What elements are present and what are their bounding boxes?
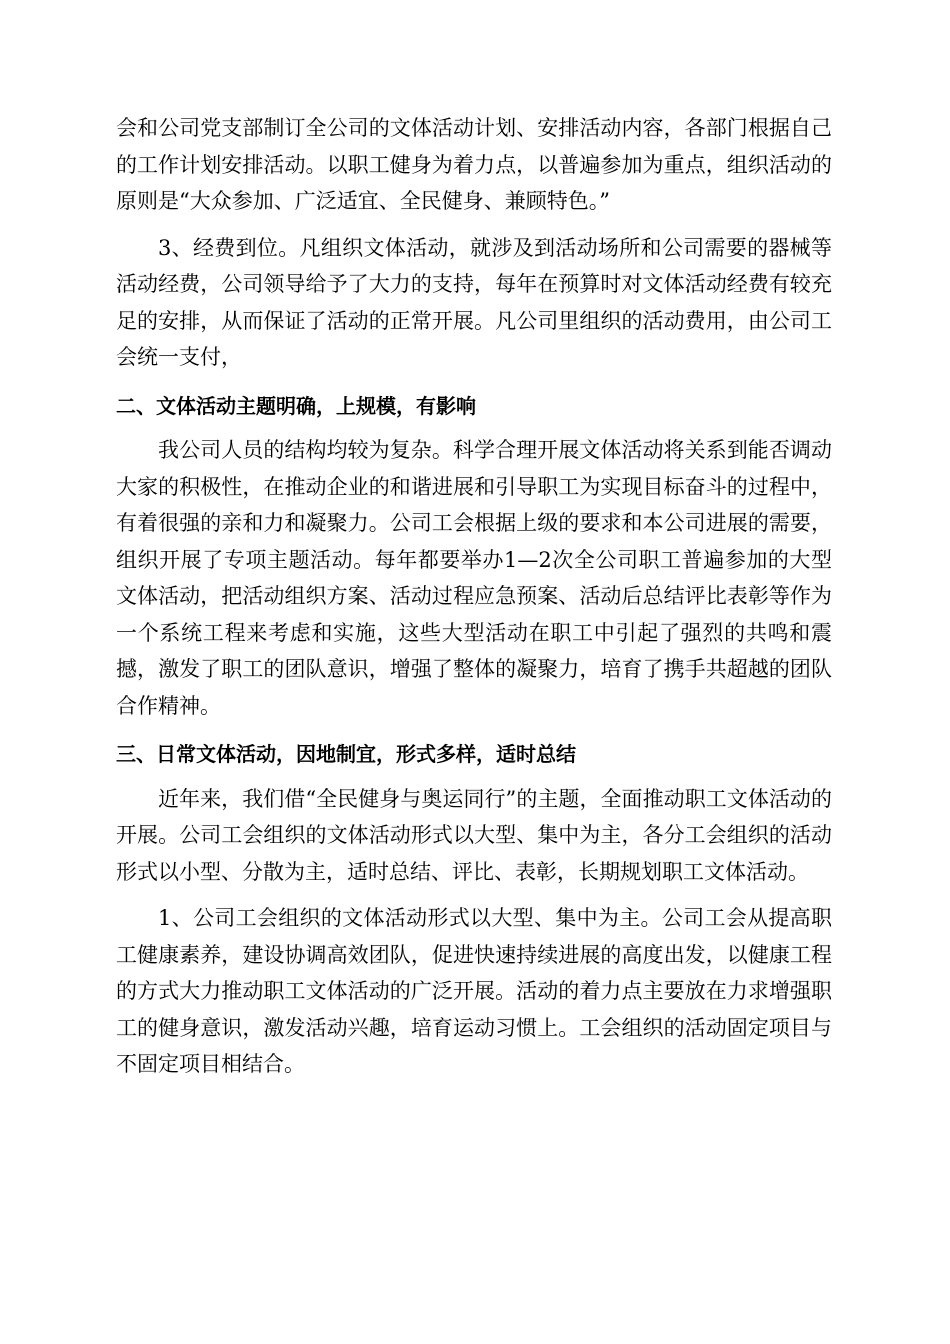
paragraph-funding: 3、经费到位。凡组织文体活动，就涉及到活动场所和公司需要的器械等活动经费，公司领导给予了大力的支持，每年在预算时对文体活动经费有较充足的安排，从而保证了活动的正常开展。凡公司里组织的活动费用，由公司工会统一支付， [116, 235, 832, 369]
paragraph-activity-planning: 会和公司党支部制订全公司的文体活动计划、安排活动内容，各部门根据自己的工作计划安排活动。以职工健身为着力点，以普遍参加为重点，组织活动的原则是“大众参加、广泛适宜、全民健身、兼顾特色。” [116, 116, 832, 213]
section-heading-3: 三、日常文体活动，因地制宜，形式多样，适时总结 [116, 742, 576, 766]
paragraph-theme-activities: 我公司人员的结构均较为复杂。科学合理开展文体活动将关系到能否调动大家的积极性，在推动企业的和谐进展和引导职工为实现目标奋斗的过程中，有着很强的亲和力和凝聚力。公司工会根据上级的要求和本公司进展的需要，组织开展了专项主题活动。每年都要举办1—2次全公司职工普遍参加的大型文体活动，把活动组织方案、活动过程应急预案、活动后总结评比表彰等作为一个系统工程来考虑和实施，这些大型活动在职工中引起了强烈的共鸣和震撼，激发了职工的团队意识，增强了整体的凝聚力，培育了携手共超越的团队合作精神。 [116, 438, 832, 718]
paragraph-company-union-activities: 1、公司工会组织的文体活动形式以大型、集中为主。公司工会从提高职工健康素养，建设协调高效团队，促进快速持续进展的高度出发，以健康工程的方式大力推动职工文体活动的广泛开展。活动的着力点主要放在力求增强职工的健身意识，激发活动兴趣，培育运动习惯上。工会组织的活动固定项目与不固定项目相结合。 [116, 906, 832, 1076]
paragraph-recent-years: 近年来，我们借“全民健身与奥运同行”的主题，全面推动职工文体活动的开展。公司工会组织的文体活动形式以大型、集中为主，各分工会组织的活动形式以小型、分散为主，适时总结、评比、表彰，长期规划职工文体活动。 [116, 786, 832, 884]
section-heading-2: 二、文体活动主题明确，上规模，有影响 [116, 393, 476, 418]
document-page [116, 110, 832, 1083]
